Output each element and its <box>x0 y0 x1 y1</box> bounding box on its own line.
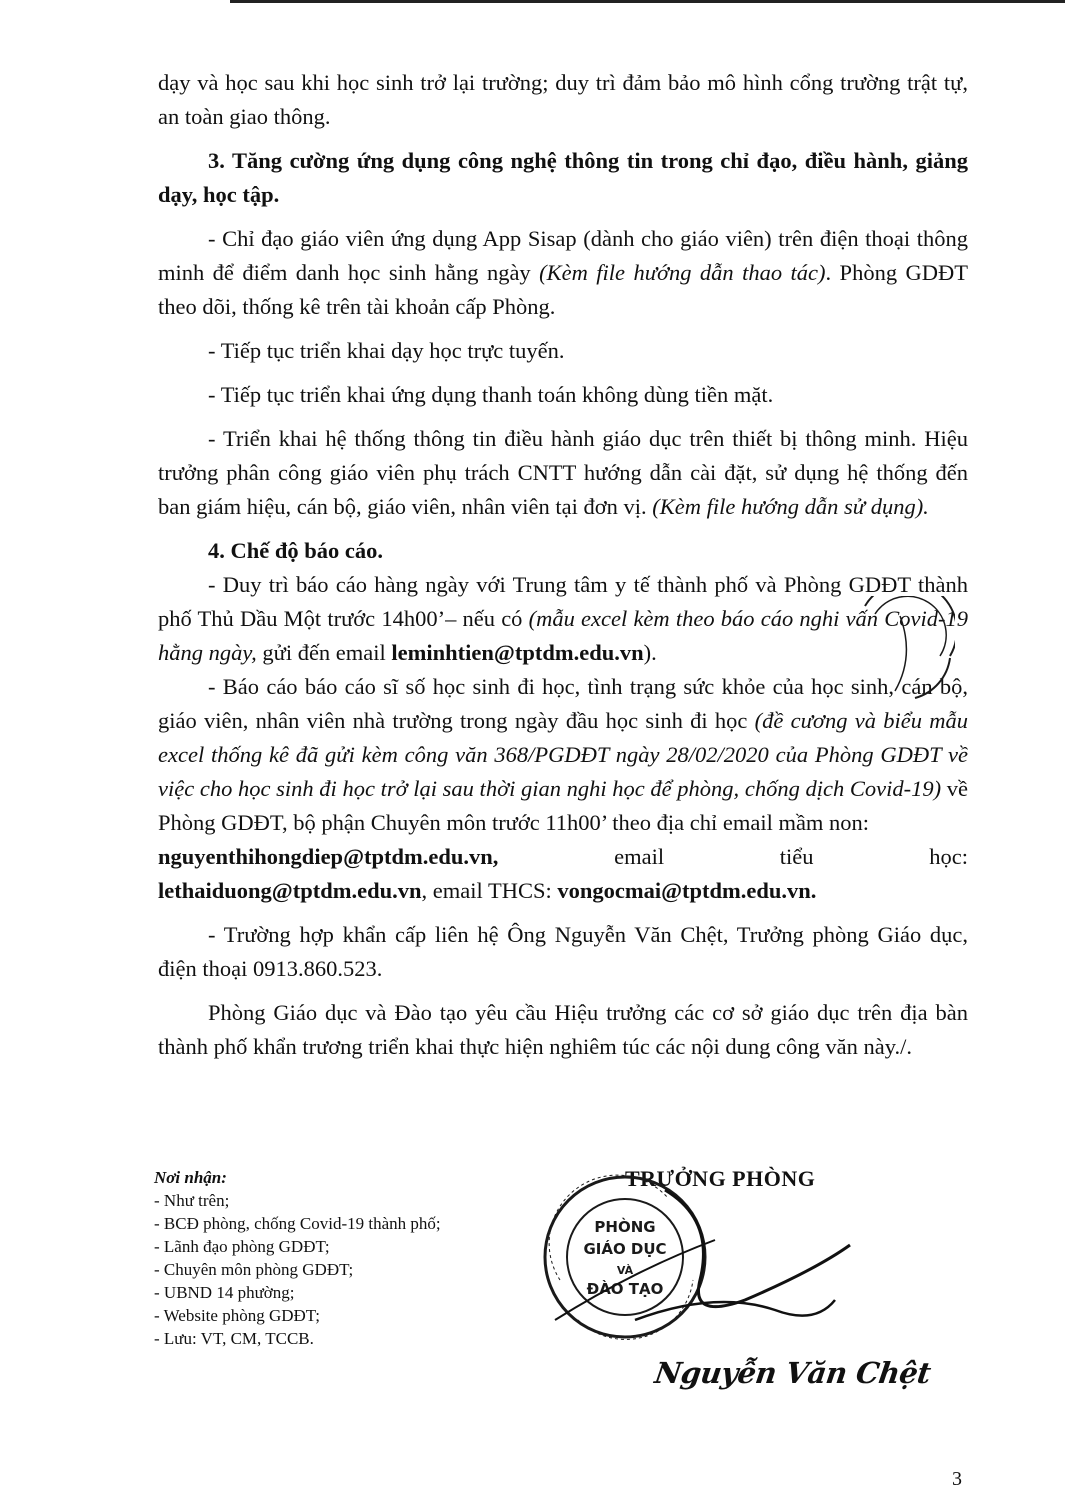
page-number: 3 <box>952 1468 962 1490</box>
email-link[interactable]: lethaiduong@tptdm.edu.vn <box>158 878 422 903</box>
email-row: nguyenthihongdiep@tptdm.edu.vn, email tiểu học: <box>158 840 968 874</box>
recipients-block <box>154 1166 441 1350</box>
email-link[interactable]: vongocmai@tptdm.edu.vn. <box>557 878 817 903</box>
section-heading-4: 4. Chế độ báo cáo. <box>208 538 384 563</box>
email-line: lethaiduong@tptdm.edu.vn, email THCS: vongocmai@tptdm.edu.vn. <box>158 878 817 903</box>
recipient-item: - UBND 14 phường; <box>154 1283 295 1302</box>
paragraph-cashless: - Tiếp tục triển khai ứng dụng thanh toán không dùng tiền mặt. <box>208 382 774 407</box>
document-body <box>158 66 968 1064</box>
signature-stroke-icon <box>515 1150 855 1365</box>
paragraph-closing: Phòng Giáo dục và Đào tạo yêu cầu Hiệu trưởng các cơ sở giáo dục trên địa bàn thành phố khẩn trương triển khai thực hiện nghiêm túc các nội dung công văn này./. <box>158 1000 968 1059</box>
paragraph-continuation: dạy và học sau khi học sinh trở lại trường; duy trì đảm bảo mô hình cổng trường trật tự, an toàn giao thông. <box>158 70 968 129</box>
recipient-item: - Như trên; <box>154 1191 230 1210</box>
paragraph-online-teaching: - Tiếp tục triển khai dạy học trực tuyến. <box>208 338 565 363</box>
paragraph-daily-report: - Duy trì báo cáo hàng ngày với Trung tâm y tế thành phố và Phòng GDĐT thành phố Thủ Dầu Một trước 14h00’– nếu có (mẫu excel kèm theo báo cáo nghi vấn Covid-19 hằng ngày, gửi đến email leminhtien@tptdm.edu.vn). <box>158 572 968 665</box>
svg-text:VÀ: VÀ <box>616 1264 634 1277</box>
paragraph-info-system: - Triển khai hệ thống thông tin điều hành giáo dục trên thiết bị thông minh. Hiệu trưởng phân công giáo viên phụ trách CNTT hướng dẫn cài đặt, sử dụng hệ thống đến ban giám hiệu, cán bộ, giáo viên, nhân viên tại đơn vị. (Kèm file hướng dẫn sử dụng). <box>158 426 968 519</box>
recipients-header: Nơi nhận: <box>154 1168 227 1187</box>
section-heading-3: 3. Tăng cường ứng dụng công nghệ thông tin trong chỉ đạo, điều hành, giảng dạy, học tập. <box>158 148 968 207</box>
email-link[interactable]: leminhtien@tptdm.edu.vn <box>391 640 644 665</box>
email-link[interactable]: nguyenthihongdiep@tptdm.edu.vn, <box>158 844 499 869</box>
recipient-item: - Lãnh đạo phòng GDĐT; <box>154 1237 330 1256</box>
recipient-item: - Lưu: VT, CM, TCCB. <box>154 1329 314 1348</box>
recipient-item: - Website phòng GDĐT; <box>154 1306 320 1325</box>
paragraph-sisap: - Chỉ đạo giáo viên ứng dụng App Sisap (dành cho giáo viên) trên điện thoại thông minh để điểm danh học sinh hằng ngày (Kèm file hướng dẫn thao tác). Phòng GDĐT theo dõi, thống kê trên tài khoản cấp Phòng. <box>158 226 968 319</box>
top-rule <box>230 0 1065 3</box>
paragraph-attendance-report: - Báo cáo báo cáo sĩ số học sinh đi học, tình trạng sức khỏe của học sinh, cán bộ, giáo viên, nhân viên nhà trường trong ngày đầu học sinh đi học (đề cương và biểu mẫu excel thống kê đã gửi kèm công văn 368/PGDĐT ngày 28/02/2020 của Phòng GDĐT về việc cho học sinh đi học trở lại sau thời gian nghi học để phòng, chống dịch Covid-19) về Phòng GDĐT, bộ phận Chuyên môn trước 11h00’ theo địa chỉ email mầm non: <box>158 674 968 835</box>
svg-text:GIÁO DỤC: GIÁO DỤC <box>583 1240 667 1258</box>
svg-text:PHÒNG: PHÒNG <box>594 1218 656 1236</box>
signer-name: Nguyễn Văn Chệt <box>652 1356 933 1390</box>
svg-text:ĐÀO TẠO: ĐÀO TẠO <box>586 1280 664 1298</box>
signature-title: TRƯỞNG PHÒNG <box>625 1166 816 1191</box>
paragraph-emergency-contact: - Trường hợp khẩn cấp liên hệ Ông Nguyễn Văn Chệt, Trưởng phòng Giáo dục, điện thoại 0913.860.523. <box>158 922 968 981</box>
partial-stamp-icon <box>855 596 955 706</box>
recipient-item: - Chuyên môn phòng GDĐT; <box>154 1260 354 1279</box>
recipient-item: - BCĐ phòng, chống Covid-19 thành phố; <box>154 1214 441 1233</box>
